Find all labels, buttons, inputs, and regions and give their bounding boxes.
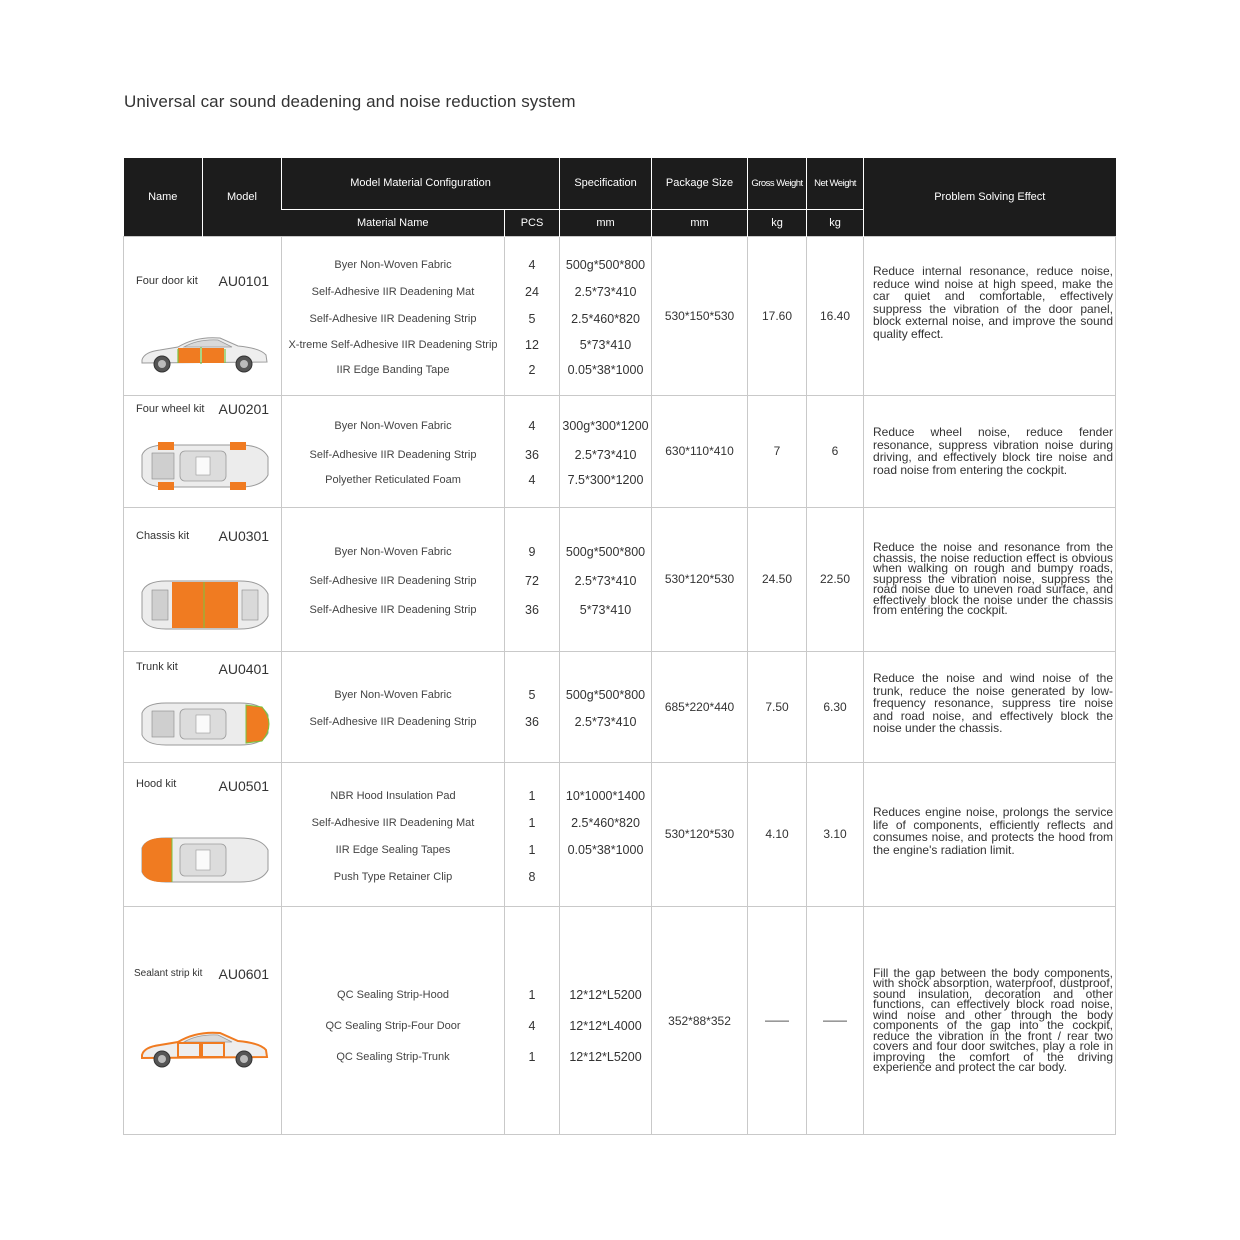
kit-model: AU0301 xyxy=(218,527,270,544)
pcs-value: 1 xyxy=(528,816,536,830)
material-name: Self-Adhesive IIR Deadening Mat xyxy=(311,817,475,829)
effect-text: Reduce internal resonance, reduce noise, reduce wind noise at high speed, make the car quiet and comfortable, effectively suppress the vibration of the door panel, block external noise, and improve the sound quality effect. xyxy=(873,264,1114,341)
kit-name: Sealant strip kit xyxy=(134,967,203,979)
material-name: Self-Adhesive IIR Deadening Mat xyxy=(311,286,475,298)
material-name: Byer Non-Woven Fabric xyxy=(334,689,452,701)
pcs-cell xyxy=(505,236,560,395)
material-name: Self-Adhesive IIR Deadening Strip xyxy=(309,574,477,587)
material-name: Self-Adhesive IIR Deadening Strip xyxy=(309,603,477,616)
header-config: Model Material Configuration xyxy=(282,158,560,209)
pcs-value: 1 xyxy=(528,1049,536,1064)
spec-cell xyxy=(560,762,652,906)
net-weight-cell: 6 xyxy=(807,395,864,507)
table-row xyxy=(124,395,1116,507)
pcs-value: 5 xyxy=(528,312,536,326)
pcs-value: 12 xyxy=(525,338,539,352)
pcs-value: 72 xyxy=(525,573,539,588)
material-name-cell xyxy=(282,651,505,762)
kit-model: AU0401 xyxy=(218,660,270,677)
spec-value: 5*73*410 xyxy=(579,602,632,617)
pcs-value: 4 xyxy=(528,1018,536,1033)
pcs-cell xyxy=(505,651,560,762)
material-name: QC Sealing Strip-Four Door xyxy=(325,1019,461,1032)
kit-model-cell xyxy=(203,395,282,507)
pcs-value: 36 xyxy=(525,447,539,462)
header-name: Name xyxy=(124,158,203,236)
spec-value: 10*1000*1400 xyxy=(565,789,646,803)
spec-value: 500g*500*800 xyxy=(565,258,646,272)
header-pcs: PCS xyxy=(505,209,560,236)
spec-cell xyxy=(560,651,652,762)
material-name: NBR Hood Insulation Pad xyxy=(330,790,456,802)
material-name: Self-Adhesive IIR Deadening Strip xyxy=(309,448,477,461)
material-name: Self-Adhesive IIR Deadening Strip xyxy=(309,313,477,325)
spec-value: 2.5*73*410 xyxy=(574,573,637,588)
pcs-cell xyxy=(505,395,560,507)
kit-model: AU0601 xyxy=(218,965,270,982)
gross-weight-cell: 4.10 xyxy=(748,762,807,906)
kit-model: AU0201 xyxy=(218,400,270,417)
kit-name-cell xyxy=(124,236,203,395)
page-title: Universal car sound deadening and noise reduction system xyxy=(124,92,576,111)
gross-weight-cell: 7 xyxy=(748,395,807,507)
package-size-cell: 530*150*530 xyxy=(652,236,748,395)
net-weight-cell: 22.50 xyxy=(807,507,864,651)
header-package-size: Package Size xyxy=(652,158,748,209)
spec-value: 2.5*73*410 xyxy=(574,285,637,299)
header-effect: Problem Solving Effect xyxy=(864,158,1116,236)
kit-model-cell xyxy=(203,906,282,1134)
material-name: QC Sealing Strip-Hood xyxy=(337,988,449,1001)
table-row xyxy=(124,762,1116,906)
spec-value: 5*73*410 xyxy=(579,338,632,352)
kit-name-cell xyxy=(124,507,203,651)
effect-text: Fill the gap between the body components, with shock absorption, waterproof, dustproof, sound insulation, decoration and other functions, can effectively block road noise, wind noise and other through the body components of the gap into the cockpit, reduce the vibration in the front / rear two covers and four door switches, play a role in improving the comfort of the driving experience and protect the car body. xyxy=(873,965,1114,1074)
header-model: Model xyxy=(203,158,282,236)
package-size-cell: 530*120*530 xyxy=(652,507,748,651)
kit-model-cell xyxy=(203,236,282,395)
effect-cell xyxy=(864,395,1116,507)
pcs-cell xyxy=(505,906,560,1134)
header-net-unit: kg xyxy=(807,209,864,236)
pcs-value: 4 xyxy=(528,258,536,272)
pcs-value: 1 xyxy=(528,843,536,857)
kit-model-cell xyxy=(203,507,282,651)
kit-name: Trunk kit xyxy=(136,660,178,673)
pcs-value: 24 xyxy=(525,285,539,299)
spec-value: 2.5*73*410 xyxy=(574,447,637,462)
pcs-value: 4 xyxy=(528,472,536,487)
spec-cell xyxy=(560,507,652,651)
pcs-value: 2 xyxy=(528,363,536,377)
spec-value: 7.5*300*1200 xyxy=(567,472,644,487)
spec-value: 12*12*L5200 xyxy=(569,1049,642,1064)
pcs-value: 4 xyxy=(528,418,536,433)
material-name: X-treme Self-Adhesive IIR Deadening Strip xyxy=(288,339,498,351)
kit-model-cell xyxy=(203,762,282,906)
spec-value: 12*12*L4000 xyxy=(569,1018,642,1033)
effect-text: Reduce wheel noise, reduce fender resonance, suppress vibration noise during driving, and effectively block tire noise and road noise from entering the cockpit. xyxy=(873,425,1114,477)
pcs-cell xyxy=(505,762,560,906)
header-net-weight: Net Weight xyxy=(807,158,864,209)
spec-value: 500g*500*800 xyxy=(565,544,646,559)
spec-value: 0.05*38*1000 xyxy=(567,843,644,857)
header-gross-unit: kg xyxy=(748,209,807,236)
pcs-value: 1 xyxy=(528,789,536,803)
effect-cell xyxy=(864,651,1116,762)
material-name-cell xyxy=(282,507,505,651)
kit-name-cell xyxy=(124,395,203,507)
spec-value: 2.5*460*820 xyxy=(571,816,640,830)
header-package-unit: mm xyxy=(652,209,748,236)
pcs-cell xyxy=(505,507,560,651)
kit-name-cell xyxy=(124,906,203,1134)
material-name: Push Type Retainer Clip xyxy=(333,871,453,883)
spec-value: 12*12*L5200 xyxy=(569,987,642,1002)
net-weight-cell: —— xyxy=(807,906,864,1134)
material-name-cell xyxy=(282,395,505,507)
material-name-cell xyxy=(282,762,505,906)
spec-value xyxy=(560,864,651,890)
pcs-value: 1 xyxy=(528,987,536,1002)
product-spec-table xyxy=(123,158,1116,1135)
gross-weight-cell: 17.60 xyxy=(748,236,807,395)
pcs-value: 36 xyxy=(525,715,539,729)
package-size-cell: 530*120*530 xyxy=(652,762,748,906)
kit-model-cell xyxy=(203,651,282,762)
material-name: Polyether Reticulated Foam xyxy=(325,473,461,486)
kit-model: AU0101 xyxy=(218,272,270,289)
pcs-value: 36 xyxy=(525,602,539,617)
spec-cell xyxy=(560,236,652,395)
spec-value: 0.05*38*1000 xyxy=(567,363,644,377)
effect-cell xyxy=(864,507,1116,651)
kit-model: AU0501 xyxy=(218,777,270,794)
effect-text: Reduce the noise and wind noise of the trunk, reduce the noise generated by low-frequency resonance, suppress tire noise and road noise, and effectively block the noise under the chassis. xyxy=(873,671,1114,736)
pcs-value: 8 xyxy=(528,870,536,884)
header-material-name: Material Name xyxy=(282,209,505,236)
net-weight-cell: 16.40 xyxy=(807,236,864,395)
spec-value: 500g*500*800 xyxy=(565,688,646,702)
material-name: Byer Non-Woven Fabric xyxy=(334,545,452,558)
kit-name: Chassis kit xyxy=(136,529,190,542)
package-size-cell: 685*220*440 xyxy=(652,651,748,762)
material-name: Self-Adhesive IIR Deadening Strip xyxy=(309,716,477,728)
material-name: QC Sealing Strip-Trunk xyxy=(336,1050,450,1063)
gross-weight-cell: —— xyxy=(748,906,807,1134)
pcs-value: 9 xyxy=(528,544,536,559)
kit-name-cell xyxy=(124,651,203,762)
kit-name: Hood kit xyxy=(136,777,177,790)
kit-name-cell xyxy=(124,762,203,906)
table-row xyxy=(124,906,1116,1134)
effect-cell xyxy=(864,236,1116,395)
net-weight-cell: 3.10 xyxy=(807,762,864,906)
material-name: IIR Edge Banding Tape xyxy=(336,364,450,376)
table-row xyxy=(124,651,1116,762)
pcs-value: 5 xyxy=(528,688,536,702)
table-row xyxy=(124,236,1116,395)
effect-text: Reduces engine noise, prolongs the service life of components, efficiently reflects and consumes noise, and protects the hood from the engine's radiation limit. xyxy=(873,805,1114,857)
material-name: Byer Non-Woven Fabric xyxy=(334,259,452,271)
table-row xyxy=(124,507,1116,651)
spec-value: 300g*300*1200 xyxy=(562,418,649,433)
package-size-cell: 630*110*410 xyxy=(652,395,748,507)
kit-name: Four wheel kit xyxy=(136,402,205,415)
header-spec-unit: mm xyxy=(560,209,652,236)
effect-cell xyxy=(864,762,1116,906)
package-size-cell: 352*88*352 xyxy=(652,906,748,1134)
kit-name: Four door kit xyxy=(136,274,198,287)
spec-cell xyxy=(560,906,652,1134)
gross-weight-cell: 7.50 xyxy=(748,651,807,762)
spec-value: 2.5*460*820 xyxy=(571,312,640,326)
gross-weight-cell: 24.50 xyxy=(748,507,807,651)
material-name: Byer Non-Woven Fabric xyxy=(334,419,452,432)
net-weight-cell: 6.30 xyxy=(807,651,864,762)
spec-value: 2.5*73*410 xyxy=(574,715,637,729)
header-gross-weight: Gross Weight xyxy=(748,158,807,209)
spec-cell xyxy=(560,395,652,507)
material-name-cell xyxy=(282,236,505,395)
effect-cell xyxy=(864,906,1116,1134)
effect-text: Reduce the noise and resonance from the chassis, the noise reduction effect is obvious when walking on rough and bumpy roads, suppress the vibration noise, suppress the road noise due to uneven road surface, and effectively block the noise under the chassis from entering the cockpit. xyxy=(873,540,1114,618)
material-name-cell xyxy=(282,906,505,1134)
material-name: IIR Edge Sealing Tapes xyxy=(335,844,451,856)
header-specification: Specification xyxy=(560,158,652,209)
